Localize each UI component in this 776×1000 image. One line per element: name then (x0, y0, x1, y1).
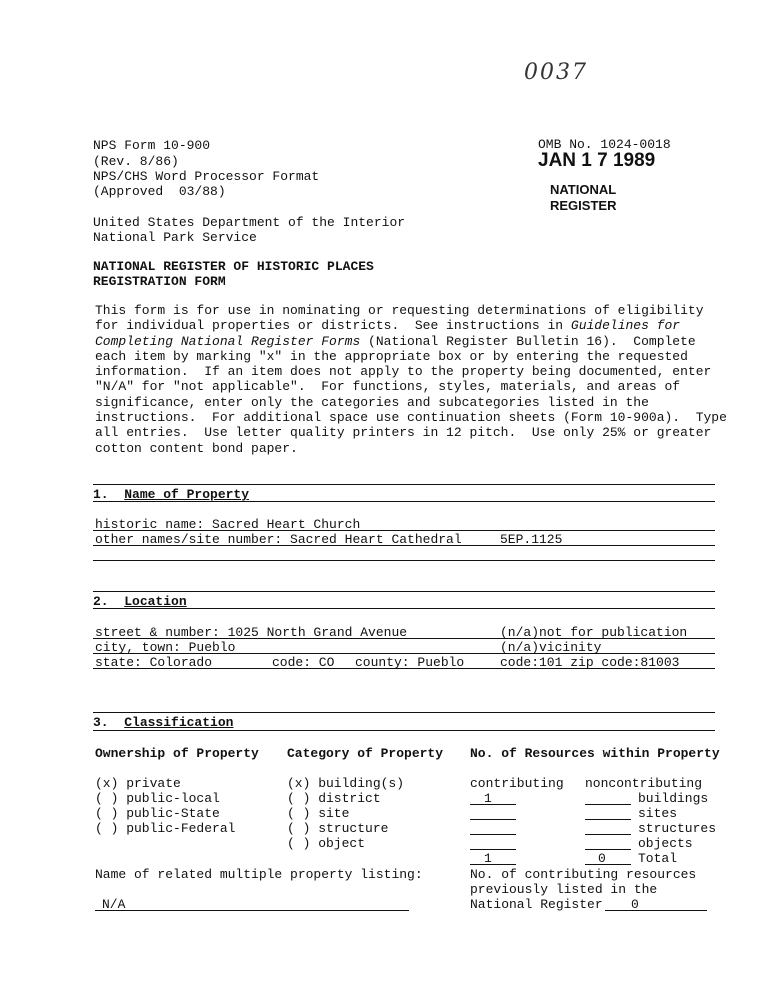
resources-heading: No. of Resources within Property (470, 746, 720, 761)
section1-heading-rule (93, 501, 715, 502)
noncontributing-buildings-blank (585, 804, 631, 805)
section1-bottom-rule (93, 560, 715, 561)
previously-listed-value: 0 (631, 897, 639, 912)
category-option: ( ) site (287, 806, 350, 821)
county: county: Pueblo (355, 655, 465, 670)
received-date-stamp: JAN 1 7 1989 (538, 150, 656, 171)
instructions-paragraph: This form is for use in nominating or requesting determinations of eligibility for individual properties or districts. See instructions in Guidelines for Completing National Register Forms (National Register Bulletin 16). Complete each item by marking "x" in the appropriate box or by entering the requested information. If an item does not apply to the property being documented, enter "N/A" for "not applicable". For functions, styles, materials, and areas of significance, enter only the categories and subcategories listed in the instructions. For additional space use continuation sheets (Form 10-900a). Type all entries. Use letter quality printers in 12 pitch. Use only 25% or greater cotton content bond paper. (95, 303, 727, 456)
historic-name-rule (93, 530, 715, 531)
previously-listed-line3: National Register (470, 897, 603, 912)
previously-listed-line1: No. of contributing resources (470, 867, 697, 882)
handwritten-number: 0037 (524, 60, 588, 85)
form-subtitle: REGISTRATION FORM (93, 274, 226, 289)
noncontributing-total-blank (585, 864, 631, 865)
category-option: ( ) structure (287, 821, 389, 836)
category-option: (x) building(s) (287, 776, 405, 791)
section3-heading-rule (93, 730, 715, 731)
ownership-option: (x) private (95, 776, 181, 791)
noncontributing-objects-blank (585, 849, 631, 850)
form-format: NPS/CHS Word Processor Format (93, 169, 320, 184)
not-for-publication: (n/a)not for publication (500, 625, 688, 640)
city-rule (93, 653, 715, 654)
register-stamp: REGISTER (550, 198, 617, 213)
site-number: 5EP.1125 (500, 532, 563, 547)
noncontributing-total-value: 0 (598, 851, 606, 866)
form-approved: (Approved 03/88) (93, 184, 226, 199)
contributing-buildings-blank (470, 804, 516, 805)
category-heading: Category of Property (287, 746, 444, 761)
ownership-option: ( ) public-local (95, 791, 220, 806)
section2-heading-rule (93, 608, 715, 609)
ownership-option: ( ) public-Federal (95, 821, 236, 836)
resource-label-objects: objects (638, 836, 693, 851)
city-town: city, town: Pueblo (95, 640, 236, 655)
form-title: NATIONAL REGISTER OF HISTORIC PLACES (93, 259, 374, 274)
resource-label-buildings: buildings (638, 791, 709, 806)
street-number: street & number: 1025 North Grand Avenue (95, 625, 408, 640)
section2-top-rule (93, 591, 715, 592)
omb-number: OMB No. 1024-0018 (538, 137, 671, 152)
state-rule (93, 668, 715, 669)
resource-label-total: Total (638, 851, 678, 866)
contributing-sites-blank (470, 819, 516, 820)
ownership-option: ( ) public-State (95, 806, 220, 821)
noncontributing-sites-blank (585, 819, 631, 820)
state-code: code: CO (272, 655, 335, 670)
ownership-heading: Ownership of Property (95, 746, 259, 761)
other-names-rule (93, 545, 715, 546)
county-zip-code: code:101 zip code:81003 (500, 655, 680, 670)
multiple-listing-rule (95, 910, 409, 911)
agency-service: National Park Service (93, 230, 257, 245)
contributing-total-value: 1 (484, 851, 492, 866)
previously-listed-line2: previously listed in the (470, 882, 658, 897)
category-option: ( ) object (287, 836, 366, 851)
contributing-structures-blank (470, 834, 516, 835)
historic-name: historic name: Sacred Heart Church (95, 517, 361, 532)
contributing-buildings-value: 1 (484, 791, 492, 806)
state: state: Colorado (95, 655, 213, 670)
resource-label-structures: structures (638, 821, 717, 836)
section1-heading: 1. Name of Property (93, 487, 250, 502)
multiple-listing-label: Name of related multiple property listing: (95, 867, 423, 882)
section2-heading: 2. Location (93, 594, 187, 609)
contributing-label: contributing (470, 776, 564, 791)
resource-label-sites: sites (638, 806, 678, 821)
national-stamp: NATIONAL (550, 182, 617, 197)
agency-department: United States Department of the Interior (93, 215, 406, 230)
previously-listed-blank (605, 910, 707, 911)
noncontributing-label: noncontributing (585, 776, 703, 791)
section3-top-rule (93, 712, 715, 713)
multiple-listing-value: N/A (102, 897, 126, 912)
vicinity: (n/a)vicinity (500, 640, 602, 655)
other-names: other names/site number: Sacred Heart Cathedral (95, 532, 462, 547)
contributing-total-blank (470, 864, 516, 865)
street-rule (93, 638, 715, 639)
section1-top-rule (93, 484, 715, 485)
form-revision: (Rev. 8/86) (93, 154, 179, 169)
contributing-objects-blank (470, 849, 516, 850)
section3-heading: 3. Classification (93, 715, 234, 730)
noncontributing-structures-blank (585, 834, 631, 835)
category-option: ( ) district (287, 791, 381, 806)
form-number: NPS Form 10-900 (93, 138, 211, 153)
